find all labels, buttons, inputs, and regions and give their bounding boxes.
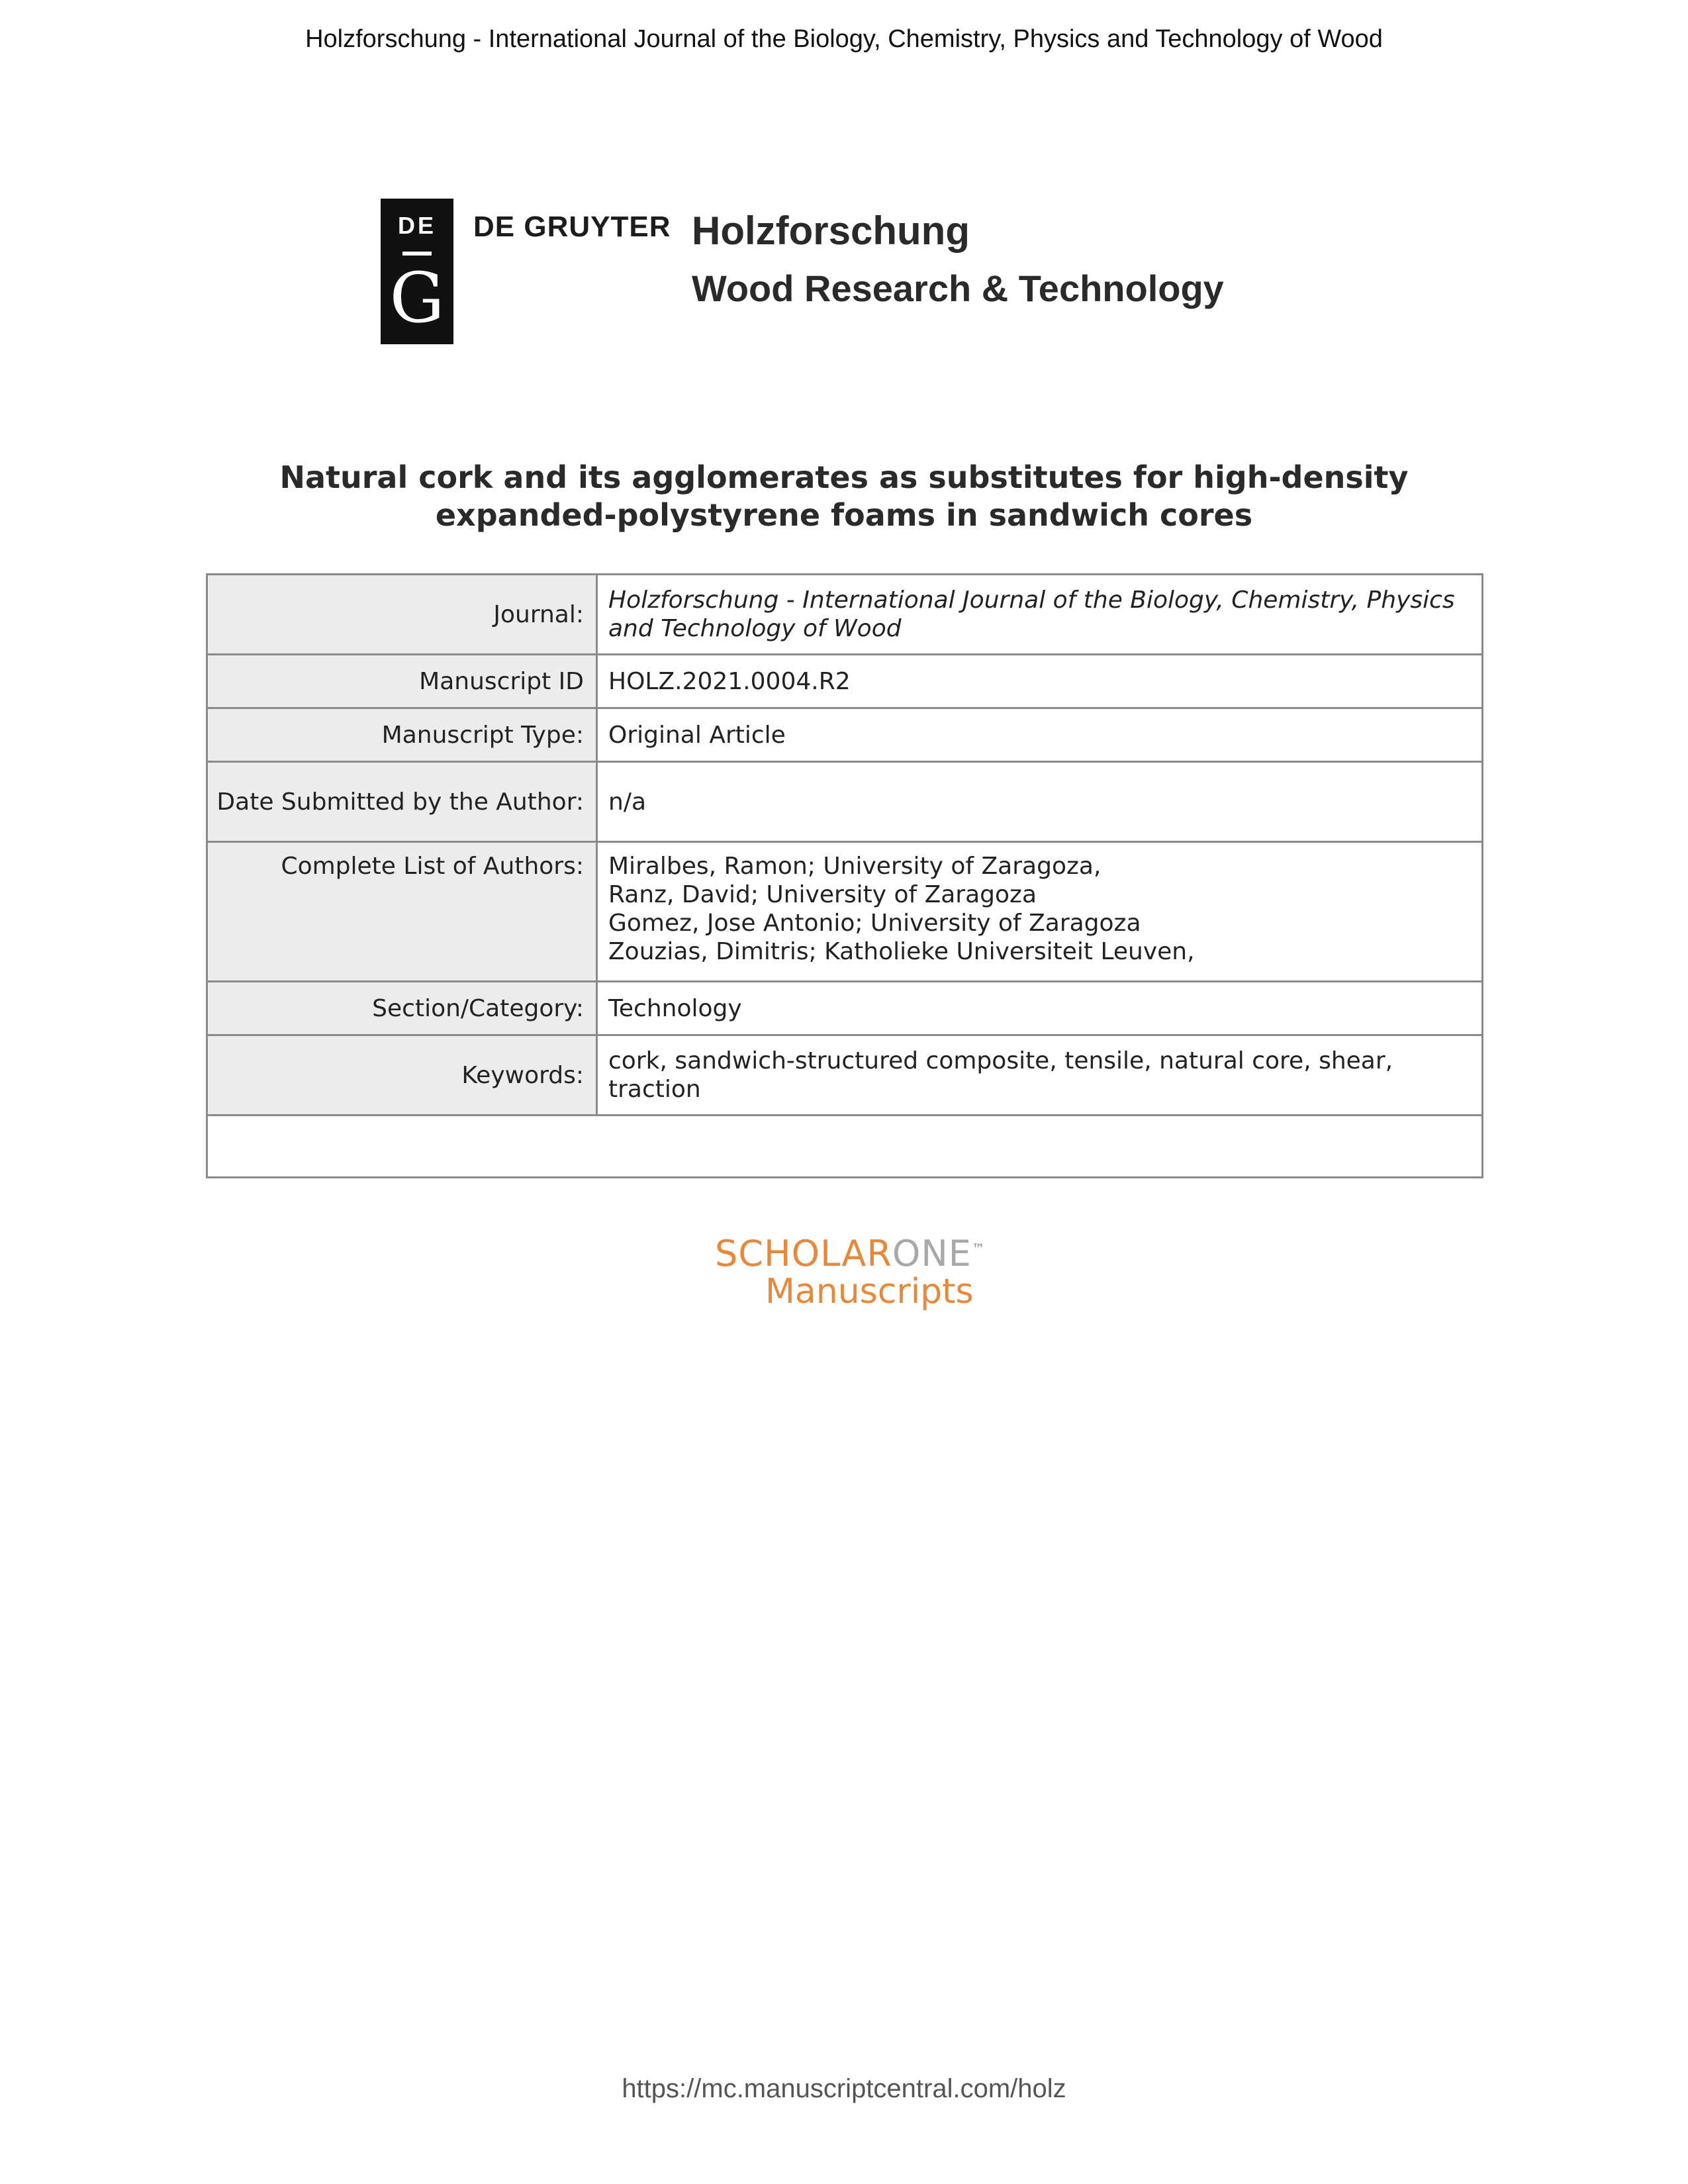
metadata-row-empty bbox=[207, 1116, 1483, 1178]
author-entry: Miralbes, Ramon; University of Zaragoza, bbox=[608, 853, 1102, 880]
metadata-row-keywords bbox=[207, 1035, 1483, 1116]
publisher-name: DE GRUYTER bbox=[473, 211, 671, 243]
de-gruyter-mark bbox=[381, 199, 453, 344]
metadata-row-authors bbox=[207, 842, 1483, 982]
scholarone-manuscripts: Manuscripts bbox=[765, 1272, 974, 1311]
section-value: Technology bbox=[597, 982, 1483, 1035]
de-gruyter-mark-bar bbox=[402, 252, 432, 256]
manuscript-id-label: Manuscript ID bbox=[207, 655, 597, 708]
journal-value: Holzforschung - International Journal of the Biology, Chemistry, Physics and Technology of Wood bbox=[597, 575, 1483, 655]
scholarone-manuscripts-logo bbox=[715, 1233, 1059, 1311]
journal-brand-subtitle: Wood Research & Technology bbox=[692, 267, 1224, 309]
journal-label: Journal: bbox=[207, 575, 597, 655]
running-header: Holzforschung - International Journal of the Biology, Chemistry, Physics and Technology of Wood bbox=[305, 25, 1383, 53]
de-gruyter-mark-g: G bbox=[389, 258, 445, 338]
section-label: Section/Category: bbox=[207, 982, 597, 1035]
scholarone-scholar: SCHOLAR bbox=[715, 1233, 892, 1274]
metadata-row-journal bbox=[207, 575, 1483, 655]
scholarone-one: ONE bbox=[892, 1233, 972, 1274]
author-entry: Ranz, David; University of Zaragoza bbox=[608, 881, 1037, 908]
manuscript-type-value: Original Article bbox=[597, 708, 1483, 762]
metadata-row-section bbox=[207, 982, 1483, 1035]
scholarone-wordmark bbox=[715, 1233, 1059, 1274]
de-gruyter-journal-logo bbox=[381, 199, 1314, 346]
date-submitted-value: n/a bbox=[597, 762, 1483, 842]
metadata-row-date-submitted bbox=[207, 762, 1483, 842]
de-gruyter-mark-de: DE bbox=[397, 212, 436, 239]
footer-url: https://mc.manuscriptcentral.com/holz bbox=[622, 2074, 1066, 2103]
manuscript-title: Natural cork and its agglomerates as substitutes for high-density expanded-polystyrene foams in sandwich cores bbox=[279, 459, 1409, 533]
metadata-row-manuscript-type bbox=[207, 708, 1483, 762]
journal-brand-name: Holzforschung bbox=[692, 209, 970, 253]
authors-list bbox=[597, 842, 1483, 982]
empty-cell bbox=[207, 1116, 1483, 1178]
author-entry: Zouzias, Dimitris; Katholieke Universiteit Leuven, bbox=[608, 938, 1195, 965]
authors-label: Complete List of Authors: bbox=[207, 842, 597, 982]
keywords-label: Keywords: bbox=[207, 1035, 597, 1116]
manuscript-metadata-table bbox=[206, 573, 1483, 1178]
manuscript-type-label: Manuscript Type: bbox=[207, 708, 597, 762]
manuscript-id-value: HOLZ.2021.0004.R2 bbox=[597, 655, 1483, 708]
metadata-row-manuscript-id bbox=[207, 655, 1483, 708]
date-submitted-label: Date Submitted by the Author: bbox=[207, 762, 597, 842]
author-entry: Gomez, Jose Antonio; University of Zaragoza bbox=[608, 910, 1141, 937]
keywords-value: cork, sandwich-structured composite, tensile, natural core, shear, traction bbox=[597, 1035, 1483, 1116]
scholarone-trademark: ™ bbox=[971, 1241, 986, 1257]
